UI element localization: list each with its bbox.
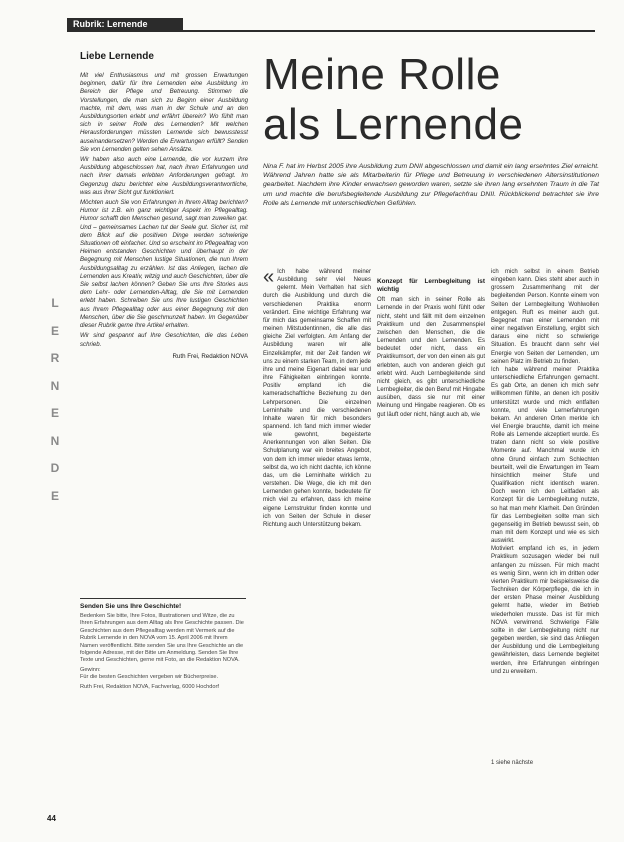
section-heading: Konzept für Lernbegleitung ist wichtig	[377, 278, 485, 294]
call-for-stories-box	[80, 598, 246, 691]
rubric-label: Rubrik: Lernende	[67, 18, 183, 30]
side-letter: E	[50, 406, 59, 420]
letter-paragraph: Möchten auch Sie von Erfahrungen in Ihrem Alltag berichten? Humor ist z.B. ein ganz wichtiger Aspekt im Pflegealltag. Humor schafft den Menschen gesund, sagt man zuweilen gar. Und – gemeinsames Lachen tut der Seele gut. Sicher ist, mit dem Blick auf die positiven Dinge werden schwierige Situationen oft einfacher. Und so erscheint im Pflegealltag von Heimen entstanden Geschichten und überhaupt in der Begegnung mit Menschen lustige Situationen, die nun Ihrem Ausbildungsalltag zu erzählen. Ist das Anliegen, lachen die Lernenden aus Kreativ, witzig und auch Geschichten, über die Sie selbst lachen können? Geben Sie uns Ihre Stories aus dem Lehr- oder Lernenden-Alltag, die Sie mit Lernenden erlebt haben. Schreiben Sie uns Ihre lustigen Geschichten aus Ihrem Pflegealltag oder aus einer Begegnung mit den Menschen, über die Sie geschmunzelt haben. Im Gegenüber dieser Rubrik gerne Ihre Artikel erhalten.	[80, 199, 248, 330]
header-rule	[67, 30, 595, 32]
article-paragraph: ich mich selbst in einem Betrieb eingeben kann. Dies steht aber auch in grossem Zusammenhang mit der begleitenden Person. Konnte einem von Seiten der Lernbegleitung Wohlwollen entgegen. Ruft es meiner auch gut. Begegnet man einer Lernenden mit einer negativen Einstellung, ergibt sich daraus eine nicht so schwierige Situation. Es braucht dann sehr viel Energie von Seiten der Lernenden, um seinen Platz im Betrieb zu finden.	[491, 269, 599, 365]
article-title	[263, 50, 603, 150]
box-text: Bedenken Sie bitte, Ihre Fotos, Illustrationen und Witze, die zu Ihren Erfahrungen aus dem Alltag als Ihre Geschichte passen. Die Geschichten aus dem Pflegealltag werden mit Vermerk auf die Rubrik Lernende in den NOVA vom 15. April 2006 mit Ihrem Namen veröffentlicht. Bitte senden Sie uns Ihre Geschichte an die folgende Adresse, mit der Bitte um Anmeldung. Senden Sie Ihre Texte und Geschichten, gerne mit Foto, an die Redaktion NOVA.	[80, 613, 244, 664]
side-letter: L	[51, 296, 59, 310]
article-paragraph: Motiviert empfand ich es, in jedem Praktikum sozusagen wieder bei null anfangen zu müssen. Für mich macht es wenig Sinn, wenn ich im dritten oder vierten Praktikum mir beispielsweise die Techniken der Körperpflege, die ich in der ersten Phase meiner Ausbildung gelernt hatte, wieder im Betrieb wiederholen musste. Das ist für mich NOVA verwirrend. Schwierige Fälle sollte in der Lernbegleitung nicht nur gegeben werden, sie sind das Anliegen der Ausbildung und die Lernbegleitung gewährleisten, dass Lernende begleitet werden, ihre Erfahrungen einbringen und zu erweitern.	[491, 546, 599, 675]
quote-mark-icon: «	[263, 266, 275, 288]
box-prize-label: Gewinn:	[80, 666, 101, 673]
vertical-rubric-letters	[48, 296, 62, 516]
side-letter: N	[50, 378, 60, 393]
page-number: 44	[47, 814, 56, 823]
article-lead: Nina F. hat im Herbst 2005 ihre Ausbildung zum DNII abgeschlossen und damit ein lang ersehntes Ziel erreicht. Während Jahren hatte sie als Mitarbeiterin für Pflege und Betreuung in verschiedenen Altersinstitutionen gearbeitet. Nachdem ihre Kinder erwachsen geworden waren, setzte sie ihren lang ersehnten Traum in die Tat um und machte die berufsbegleitende Ausbildung zur Pflegefachfrau DNII. Rückblickend betrachtet sie ihre Rolle als Lernende mit unterschiedlichen Gefühlen.	[263, 163, 599, 207]
article-paragraph: Oft man sich in seiner Rolle als Lernende in der Praxis wohl fühlt oder nicht, steht und fällt mit dem einzelnen Praktikum und den Zusammenspiel zwischen den Menschen, die die Lernenden und den Lernenden. Es bedeutet oder nicht, dass ein Praktikumsort, der von den einen als gut erlebten, auch von anderen gleich gut erlebt wird. Auch Lernbegleitende sind nicht gleich, es gibt unterschiedliche Lernbegleiter, die den Beruf mit Hingabe ausüben, dass sie nur mit einer Meinung und Hingabe reagieren. Ob es gut läuft oder nicht, hängt auch ab, wie	[377, 297, 485, 418]
article-column-2	[377, 268, 485, 419]
article-column-1	[263, 268, 371, 529]
article-paragraph: Ich habe während meiner Praktika unterschiedliche Erfahrungen gemacht. Es gab Orte, an denen ich mich sehr willkommen fühlte, an denen ich positiv unterstützt wurde und mich entfalten konnte, und viele Lernerfahrungen bekam. An anderen Orten merkte ich viel Energie brauchte, damit ich meine Rolle als Lernende akzeptiert wurde. Es traten dann nicht so viele positive Momente auf. Manchmal wurde ich ohne Grund einfach zum Schlechten beurteilt, weil die Erwartungen im Team hinsichtlich meiner Stufe und Qualifikation nicht identisch waren. Doch wenn ich den Leitfaden als Konzept für die Lernbegleitung nutzte, so hat man mehr Klarheit. Den Gründen für das Lernbegleiten sollte man sich gegenseitig im Betrieb bewusst sein, ob man mit dem Konzept und wie es sich auswirkt.	[491, 366, 599, 545]
title-line: als Lernende	[263, 100, 524, 149]
editorial-letter	[80, 51, 248, 360]
side-letter: R	[50, 351, 60, 365]
box-prize-text: Für die besten Geschichten vergeben wir Bücherpreise.	[80, 674, 219, 681]
letter-heading: Liebe Lernende	[80, 51, 154, 62]
letter-signature: Ruth Frei, Redaktion NOVA	[172, 352, 248, 360]
footnote: 1 siehe nächste	[491, 760, 534, 766]
side-letter: E	[50, 323, 59, 338]
side-letter: D	[50, 461, 60, 475]
letter-paragraph: Mit viel Enthusiasmus und mit grossen Erwartungen beginnen, dafür für Ihre Lernenden eine Ausbildung im Bereich der Pflege und Betreuung. Stimmen die Vorstellungen, die man sich zu Beginn einer Ausbildung machte, mit dem, was man in der Schule und an den Ausbildungsorten erlebt und erfährt überein? Wo fühlt man sich in seiner Rolle des Lernenden? Mit welchen Herausforderungen müssten Lernende sich bewusstesst auseinandersetzen? Werden die Erwartungen erfüllt? Senden Sie von Lernenden gelten sehen Ansätze.	[80, 72, 248, 153]
box-address: Ruth Frei, Redaktion NOVA, Fachverlag, 6000 Hochdorf	[80, 683, 219, 690]
letter-paragraph: Wir sind gespannt auf Ihre Geschichten, die das Leben schrieb.	[80, 332, 248, 348]
side-letter: N	[50, 433, 60, 448]
box-heading: Senden Sie uns Ihre Geschichte!	[80, 603, 182, 610]
title-line: Meine Rolle	[263, 50, 501, 99]
letter-body	[80, 72, 248, 349]
side-letter: E	[50, 488, 59, 503]
article-column-3	[491, 268, 599, 676]
letter-paragraph: Wir haben also auch eine Lernende, die vor kurzem ihre Ausbildung abgeschlossen hat, nach ihren Erfahrungen und nach ihrer damals erlebten Anforderungen gefragt. Im Gegenzug dazu berichtet eine Ausbildungsverantwortliche, was aus ihrer Sicht gut funktioniert.	[80, 156, 248, 196]
article-paragraph: Ich habe während meiner Ausbildung sehr viel Neues gelernt. Mein Verhalten hat sich durch die Ausbildung und durch die verschiedenen Praktika enorm verändert. Eine wichtige Erfahrung war für mich das gemeinsame Schaffen mit meinen Mitstudentinnen, die alle das gleiche Ziel verfolgten. Am Anfang der Ausbildung waren wir alle Einzelkämpfer, mit der Zeit fanden wir uns zu einem starken Team, in dem jede ihre und meine Eigenart dabei war und ihre Fähigkeiten einbringen konnte. Positiv empfand ich die kameradschaftliche Beziehung zu den Lehrpersonen. Die einzelnen Lerninhalte und die verschiedenen Inhalte waren für mich besonders spannend. Ich fand mich immer wieder wie gewohnt, begeisterte Anerkennungen von allen Seiten. Die Schulplanung war ein breites Angebot, von dem ich immer wieder etwas lernte, selbst da, wo ich nicht dachte, ich könne das, um die Lerninhalte wirklich zu verstehen. Die Wege, die ich mit den Lernenden gehen konnte, bedeutete für mich viel zu erfahren, dass ich meine eigene Lernstruktur finden konnte und ich von Seiten der Schule in dieser Richtung auch Unterstützung bekam.	[263, 269, 371, 528]
